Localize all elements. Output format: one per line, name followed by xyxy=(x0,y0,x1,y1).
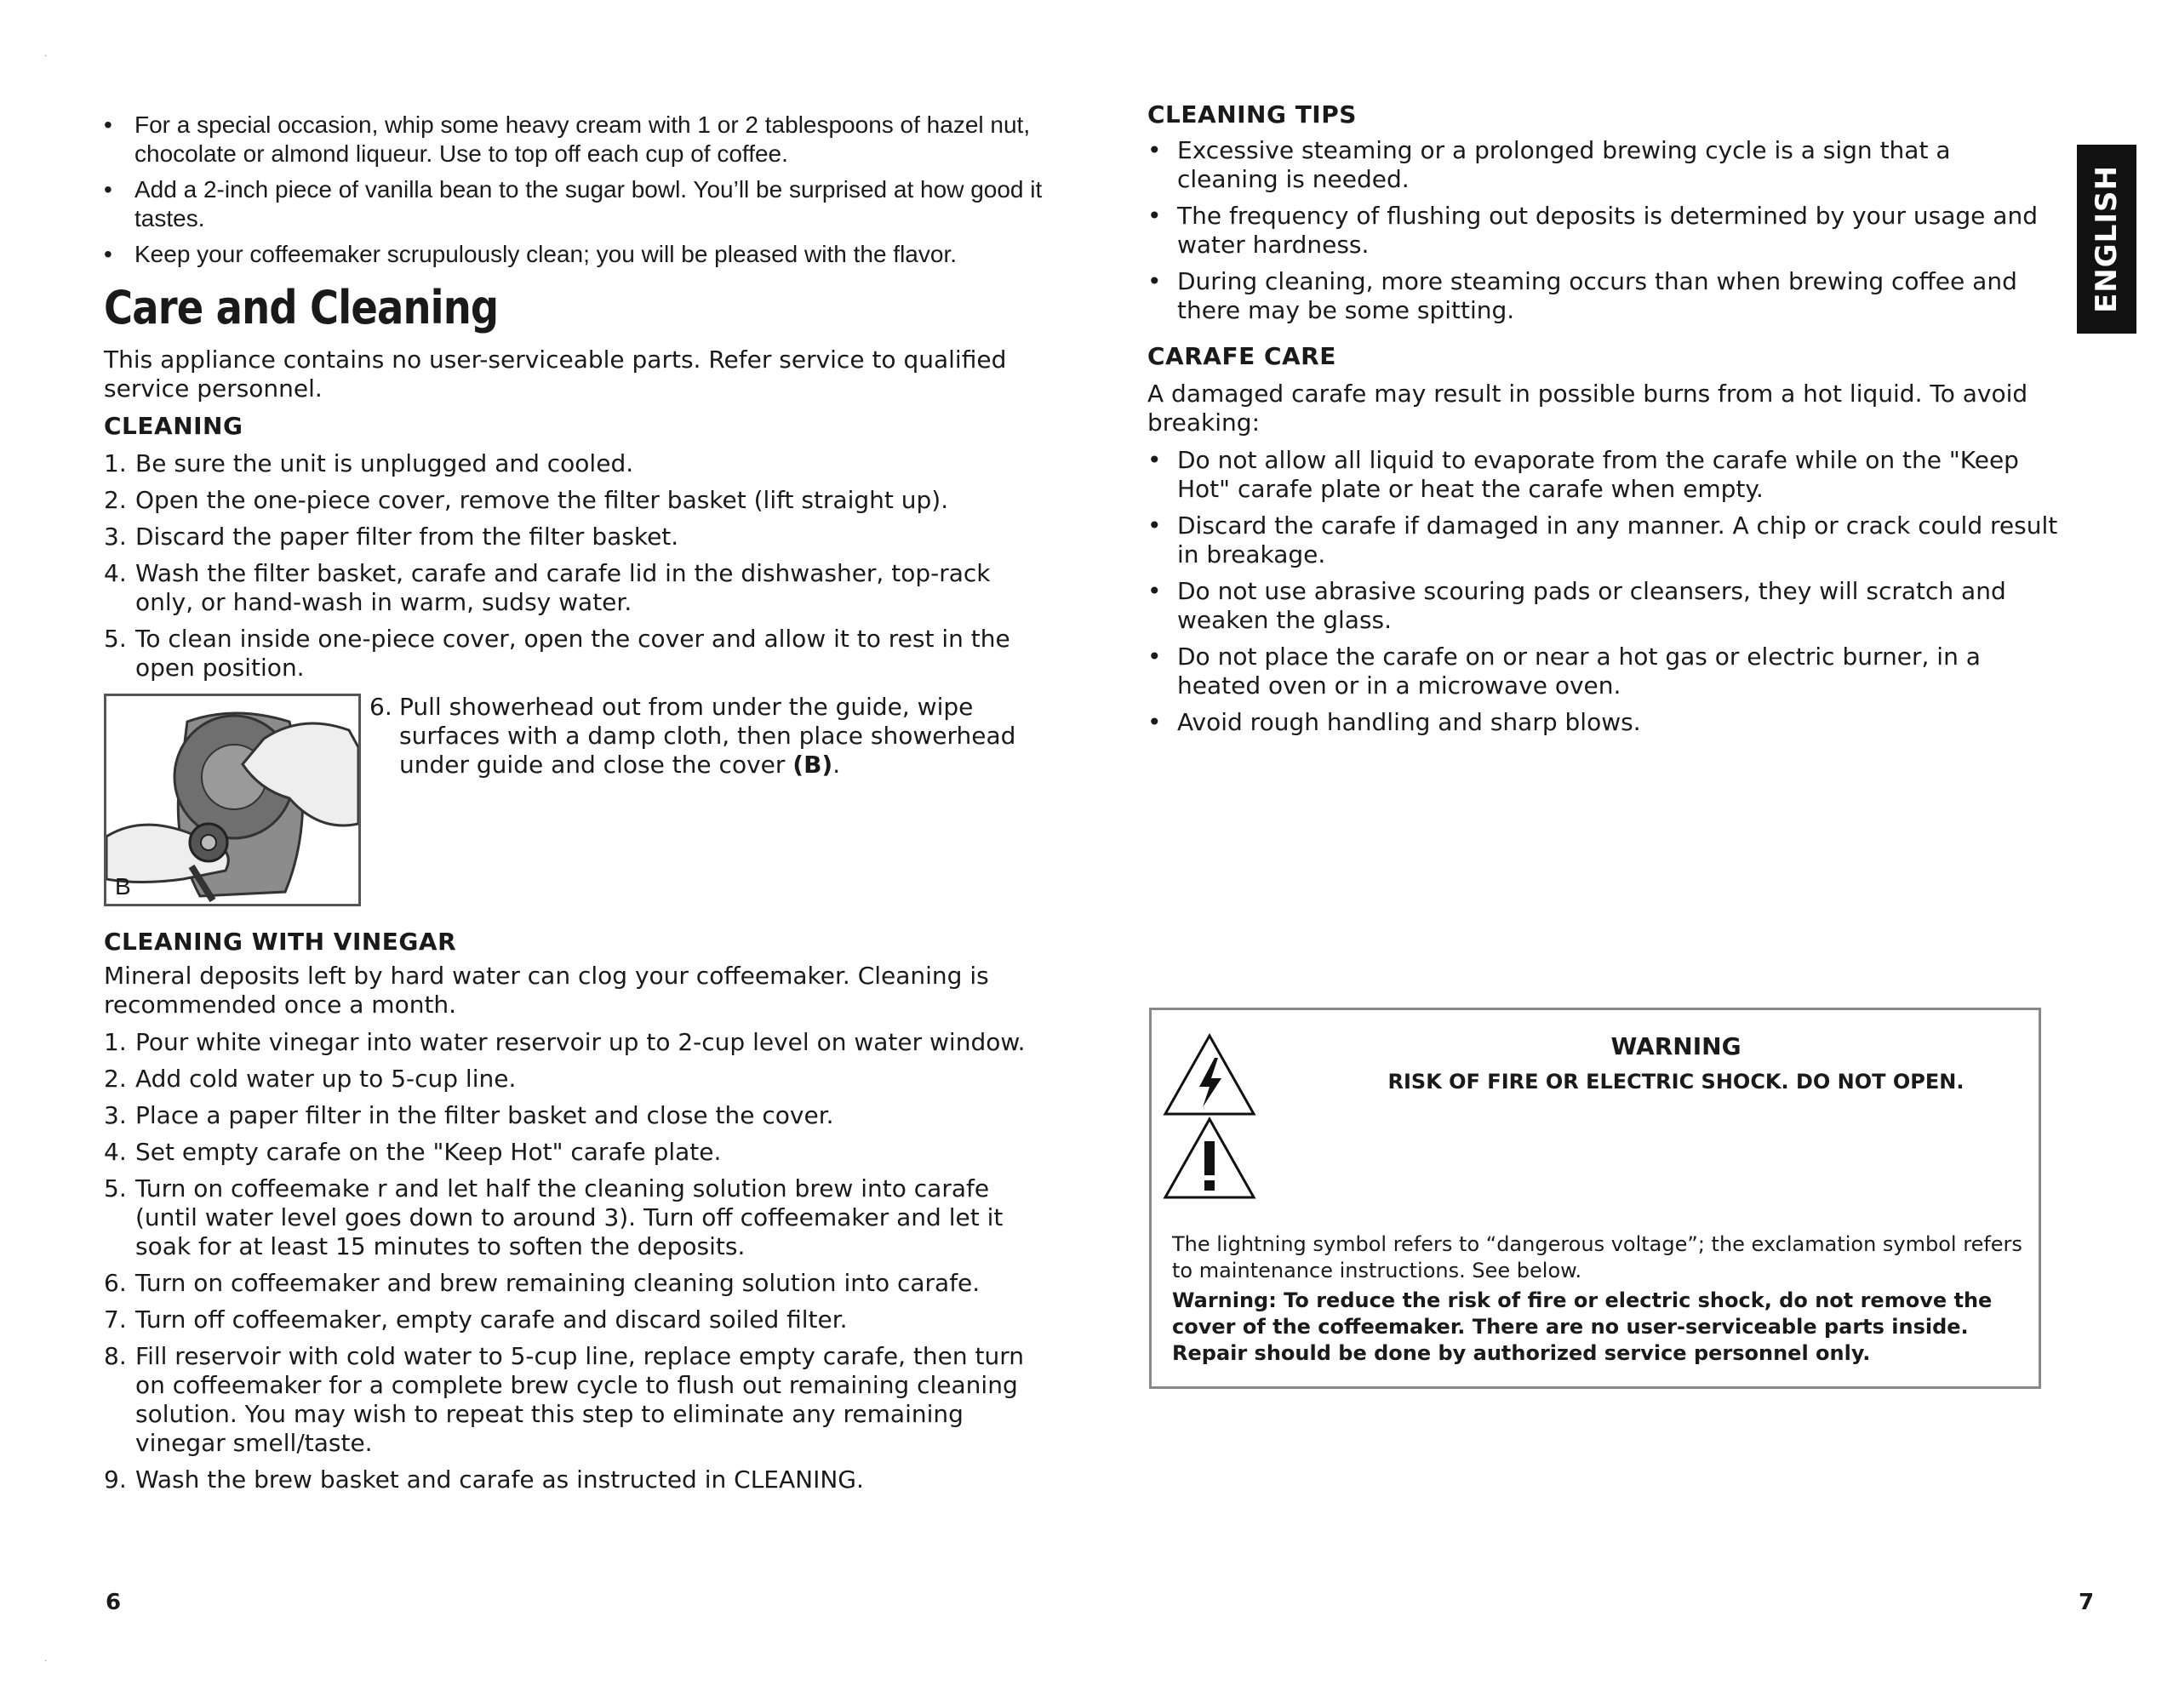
list-item: • Avoid rough handling and sharp blows. xyxy=(1147,708,2058,737)
list-item: 1. Be sure the unit is unplugged and cooled. xyxy=(104,449,634,477)
intro-paragraph: This appliance contains no user-serviceable parts. Refer service to qualified service personnel. xyxy=(104,346,1007,403)
vinegar-intro: Mineral deposits left by hard water can clog your coffeemaker. Cleaning is recommended once a month. xyxy=(104,962,989,1019)
list-item: • During cleaning, more steaming occurs than when brewing coffee and there may be some spitting. xyxy=(1147,267,2058,325)
list-item: • Keep your coffeemaker scrupulously clean; you will be pleased with the flavor. xyxy=(104,240,1057,269)
hands-showerhead-icon xyxy=(106,696,358,904)
step-text-end: . xyxy=(832,751,841,779)
warning-note: The lightning symbol refers to “dangerous voltage”; the exclamation symbol refers to maintenance instructions. See below. xyxy=(1172,1232,2022,1282)
page-title: Care and Cleaning xyxy=(104,281,499,334)
language-tab xyxy=(2077,145,2136,334)
page-number-right: 7 xyxy=(2079,1590,2095,1615)
list-item: 2. Open the one-piece cover, remove the filter basket (lift straight up). xyxy=(104,486,949,514)
list-item: • Excessive steaming or a prolonged brewing cycle is a sign that a cleaning is needed. xyxy=(1147,136,2058,194)
list-item: 1. Pour white vinegar into water reservoir up to 2-cup level on water window. xyxy=(104,1028,1026,1056)
page-number-left: 6 xyxy=(106,1590,122,1615)
warning-title: WARNING xyxy=(1610,1032,1741,1060)
cleaning-heading: CLEANING xyxy=(104,412,243,440)
list-item: • Discard the carafe if damaged in any manner. A chip or crack could result in breakage. xyxy=(1147,511,2058,569)
list-item: • For a special occasion, whip some heavy cream with 1 or 2 tablespoons of hazel nut, chocolate or almond liqueur. Use to top off each cup of coffee. xyxy=(104,111,1057,169)
warning-bold-note: Warning: To reduce the risk of fire or electric shock, do not remove the cover of the coffeemaker. There are no user-serviceable parts inside. Repair should be done by authorized service personnel only. xyxy=(1172,1288,1993,1365)
carafe-care-heading: CARAFE CARE xyxy=(1147,342,1336,370)
carafe-intro: A damaged carafe may result in possible burns from a hot liquid. To avoid breaking: xyxy=(1147,380,2028,437)
language-label: ENGLISH xyxy=(2090,165,2124,313)
list-item: • The frequency of flushing out deposits is determined by your usage and water hardness. xyxy=(1147,202,2058,260)
list-item: 4. Wash the filter basket, carafe and carafe lid in the dishwasher, top-rack only, or hand-wash in warm, sudsy water. xyxy=(104,559,991,616)
list-item: 7. Turn off coffeemaker, empty carafe and discard soiled filter. xyxy=(104,1305,848,1334)
serving-tips-list xyxy=(104,111,1057,276)
vinegar-heading: CLEANING WITH VINEGAR xyxy=(104,928,457,956)
list-item: • Do not place the carafe on or near a hot gas or electric burner, in a heated oven or in a microwave oven. xyxy=(1147,643,2058,700)
showerhead-illustration xyxy=(104,694,361,906)
cleaning-tips-heading: CLEANING TIPS xyxy=(1147,100,1357,129)
warning-subtitle: RISK OF FIRE OR ELECTRIC SHOCK. DO NOT OPEN. xyxy=(1387,1070,1965,1094)
cleaning-tips-list xyxy=(1147,136,2058,333)
step-text: Pull showerhead out from under the guide, wipe surfaces with a damp cloth, then place showerhead under guide and close the cover xyxy=(399,693,1016,779)
figure-reference: (B) xyxy=(792,751,833,779)
list-item: 2. Add cold water up to 5-cup line. xyxy=(104,1065,517,1093)
cleaning-steps xyxy=(104,449,1049,690)
list-item: • Do not allow all liquid to evaporate from the carafe while on the "Keep Hot" carafe plate or heat the carafe when empty. xyxy=(1147,446,2058,504)
list-item: 5. Turn on coffeemake r and let half the cleaning solution brew into carafe (until water level goes down to around 3). Turn off coffeemaker and let it soak for at least 15 minutes to soften the deposits. xyxy=(104,1174,1004,1260)
list-item: • Add a 2-inch piece of vanilla bean to the sugar bowl. You’ll be surprised at how good it tastes. xyxy=(104,175,1057,233)
step-number: 6. xyxy=(369,693,392,721)
exclamation-warning-icon xyxy=(1162,1116,1257,1201)
list-item: 3. Place a paper filter in the filter basket and close the cover. xyxy=(104,1101,834,1129)
list-item: 4. Set empty carafe on the "Keep Hot" carafe plate. xyxy=(104,1138,722,1166)
figure-label: B xyxy=(115,873,131,900)
list-item: 3. Discard the paper filter from the filter basket. xyxy=(104,523,679,551)
warning-box xyxy=(1149,1008,2041,1389)
vinegar-steps xyxy=(104,1028,1049,1502)
crop-mark: . xyxy=(44,1654,48,1664)
list-item: • Do not use abrasive scouring pads or cleansers, they will scratch and weaken the glass. xyxy=(1147,577,2058,635)
list-item: 8. Fill reservoir with cold water to 5-cup line, replace empty carafe, then turn on coffeemaker for a complete brew cycle to flush out remaining cleaning solution. You may wish to repeat this step to eliminate any remaining vinegar smell/taste. xyxy=(104,1342,1024,1457)
list-item: 6. Turn on coffeemaker and brew remaining cleaning solution into carafe. xyxy=(104,1269,981,1297)
list-item: 9. Wash the brew basket and carafe as instructed in CLEANING. xyxy=(104,1465,864,1494)
cleaning-step-6 xyxy=(369,693,1042,780)
list-item: 5. To clean inside one-piece cover, open the cover and allow it to rest in the open position. xyxy=(104,625,1010,682)
carafe-care-list xyxy=(1147,446,2058,745)
crop-mark: . xyxy=(44,49,48,59)
